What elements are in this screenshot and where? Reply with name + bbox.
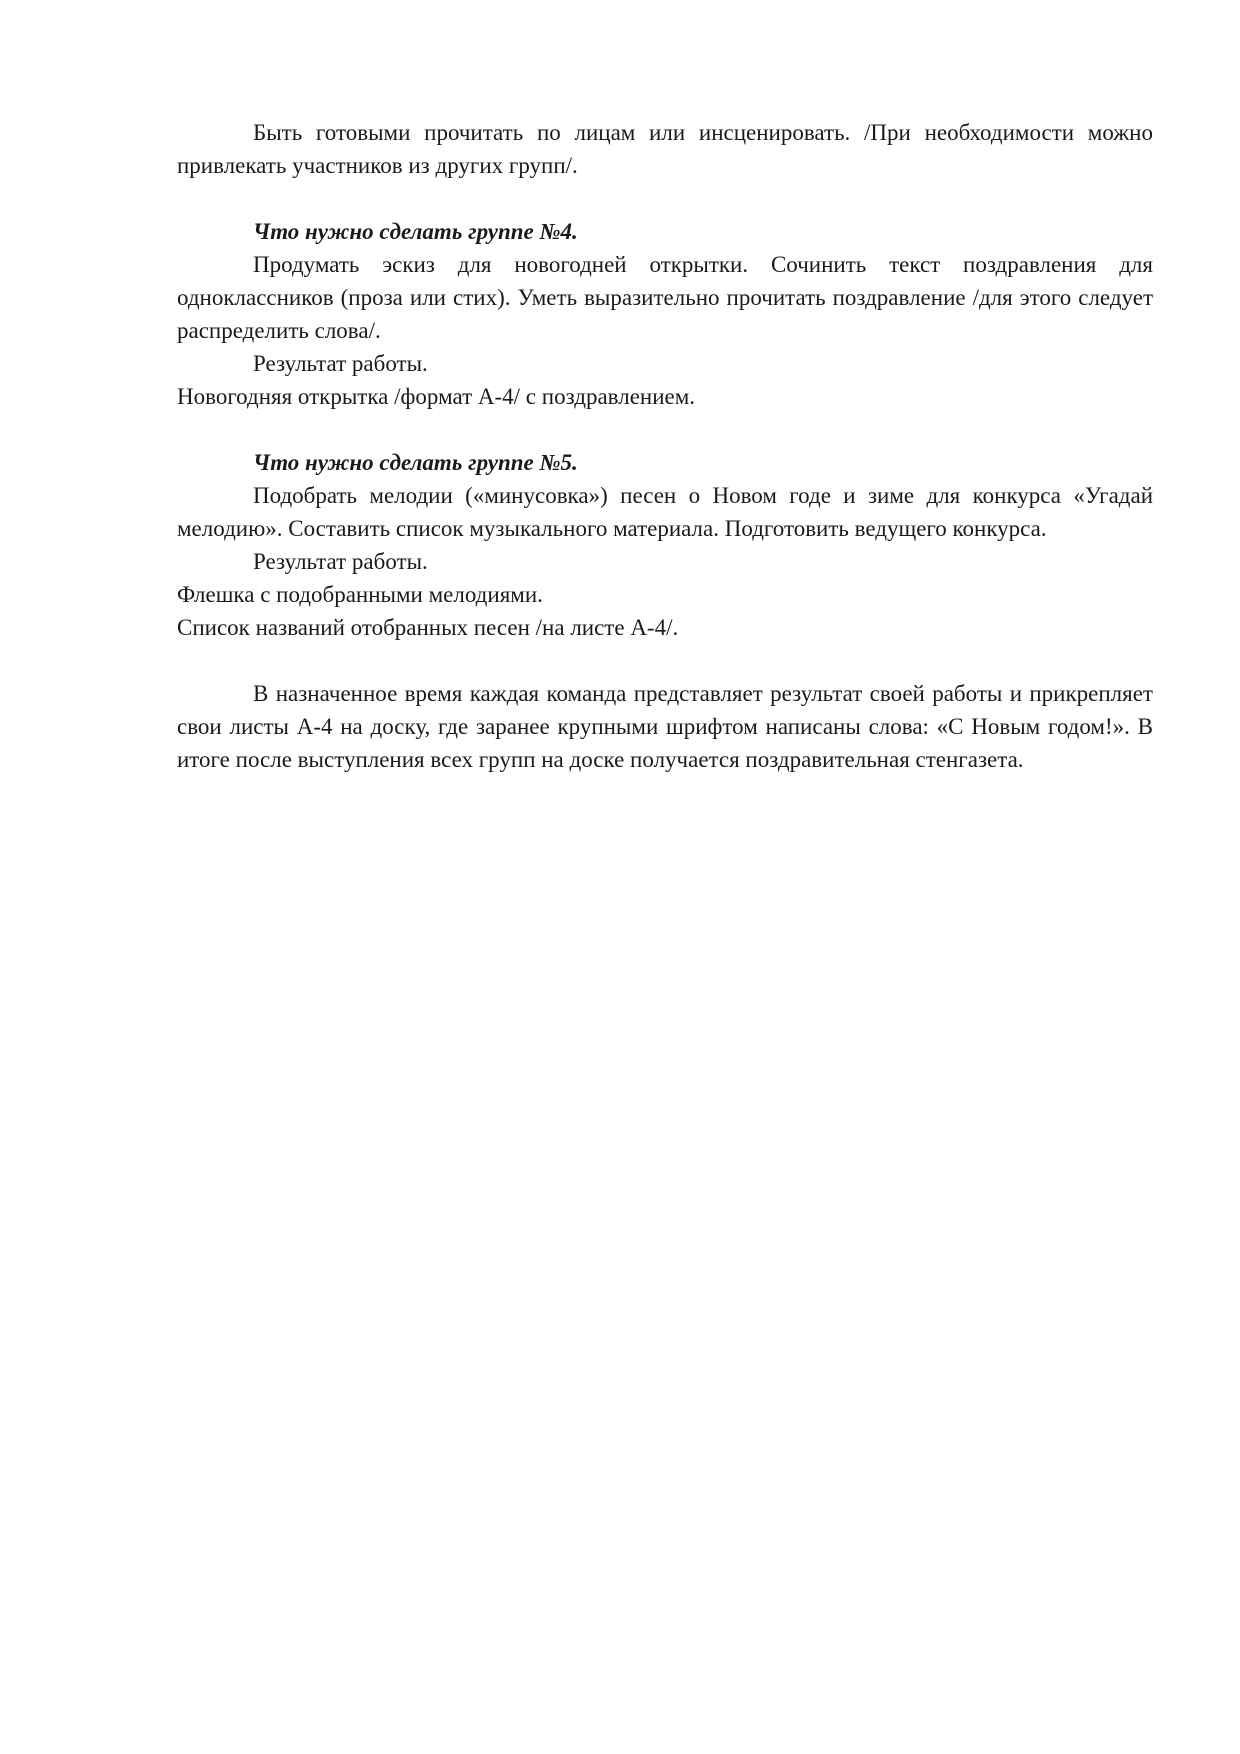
conclusion-paragraph: В назначенное время каждая команда представляет результат своей работы и прикрепляет свои листы А-4 на доску, где заранее крупными шрифтом написаны слова: «С Новым годом!». В итоге после выступления всех групп на доске получается поздравительная стенгазета. [177, 681, 1153, 772]
group5-task: Подобрать мелодии («минусовка») песен о Новом годе и зиме для конкурса «Угадай мелодию». Составить список музыкального материала. Подготовить ведущего конкурса. [177, 483, 1153, 541]
group4-task: Продумать эскиз для новогодней открытки. Сочинить текст поздравления для одноклассников (проза или стих). Уметь выразительно прочитать поздравление /для этого следует распределить слова/. [177, 252, 1153, 343]
spacer [177, 644, 1153, 677]
spacer [177, 413, 1153, 446]
document-page [177, 116, 1153, 776]
group5-result-label: Результат работы. [253, 549, 428, 574]
group4-heading: Что нужно сделать группе №4. [253, 219, 578, 244]
intro-paragraph: Быть готовыми прочитать по лицам или инсценировать. /При необходимости можно привлекать участников из других групп/. [177, 120, 1153, 178]
group4-section [177, 215, 1153, 413]
group4-result-item: Новогодняя открытка /формат А-4/ с поздравлением. [177, 384, 696, 409]
group5-result-item: Флешка с подобранными мелодиями. [177, 582, 543, 607]
group5-result-item: Список названий отобранных песен /на листе А-4/. [177, 615, 679, 640]
group5-heading: Что нужно сделать группе №5. [253, 450, 578, 475]
group5-section [177, 446, 1153, 644]
spacer [177, 182, 1153, 215]
group4-result-label: Результат работы. [253, 351, 428, 376]
